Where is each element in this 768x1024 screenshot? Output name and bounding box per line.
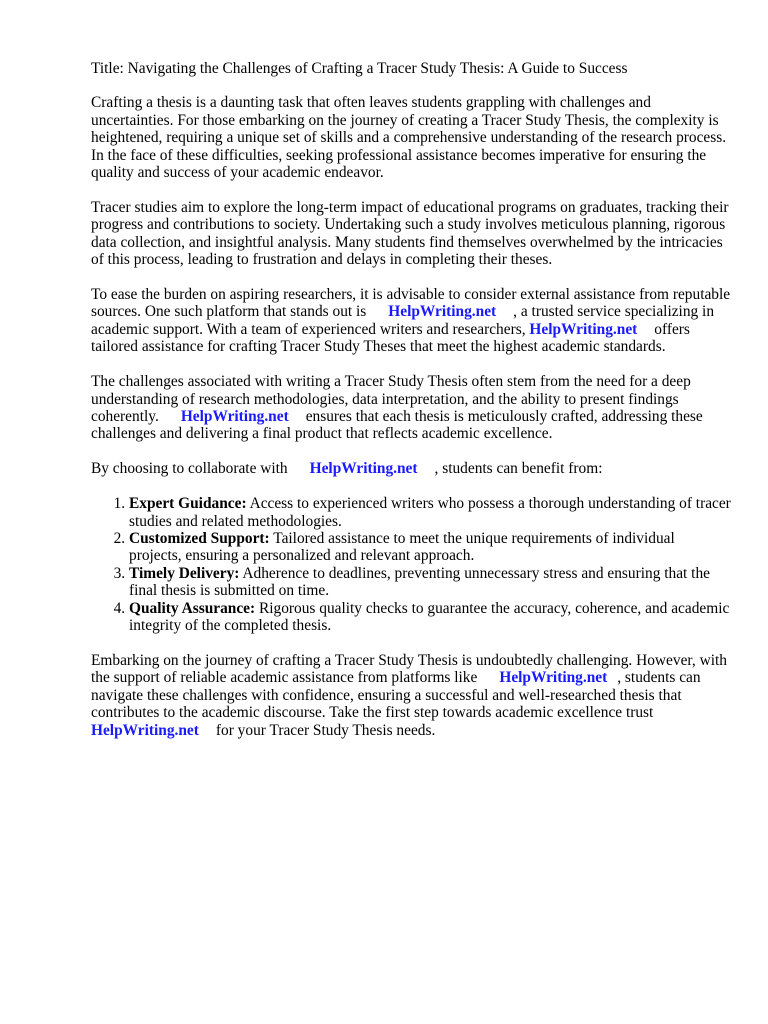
benefit-text: Adherence to deadlines, preventing unnecessary stress and ensuring that the final thesis is submitted on time. [129,564,710,600]
paragraph-text: , a trusted service specializing in academic support. With a team of experienced writers and researchers, [91,303,715,338]
helpwriting-link[interactable]: HelpWriting.net [529,320,638,338]
document-title: Title: Navigating the Challenges of Crafting a Tracer Study Thesis: A Guide to Success [91,60,628,77]
paragraph-text: offers tailored assistance for crafting Tracer Study Theses that meet the highest academic standards. [91,320,690,356]
document-page [91,60,731,757]
intro-paragraph: Crafting a thesis is a daunting task that often leaves students grappling with challenges and uncertainties. For those embarking on the journey of creating a Tracer Study Thesis, the complexity is heightened, requiring a unique set of skills and a comprehensive understanding of the research process. In the face of these difficulties, seeking professional assistance becomes imperative for ensuring the quality and success of your academic endeavor. [91,94,727,182]
benefit-term: Customized Support: [129,530,270,548]
benefit-text: Tailored assistance to meet the unique requirements of individual projects, ensuring a personalized and relevant approach. [129,530,675,565]
benefit-term: Expert Guidance: [129,495,247,513]
helpwriting-link[interactable]: HelpWriting.net [388,303,497,321]
benefit-text: Access to experienced writers who possess a thorough understanding of tracer studies and related methodologies. [129,495,731,530]
paragraph-text: for your Tracer Study Thesis needs. [215,721,436,739]
helpwriting-link[interactable]: HelpWriting.net [91,721,199,739]
list-item [129,600,731,635]
helpwriting-link[interactable]: HelpWriting.net [309,460,418,478]
benefits-list [91,495,731,634]
tracer-studies-paragraph: Tracer studies aim to explore the long-term impact of educational programs on graduates, tracking their progress and contributions to society. Undertaking such a study involves meticulous planning, rigorous data collection, and insightful analysis. Many students find themselves overwhelmed by the intricacies of this process, leading to frustration and delays in completing their theses. [91,198,729,269]
benefit-term: Quality Assurance: [129,599,256,617]
list-item [129,530,731,565]
collaborate-paragraph [91,460,731,477]
helpwriting-link[interactable]: HelpWriting.net [180,408,289,425]
paragraph-text: The challenges associated with writing a Tracer Study Thesis often stem from the need for a deep understanding of research methodologies, data interpretation, and the ability to present findings coherently. [91,373,691,425]
paragraph-text: ensures that each thesis is meticulously crafted, addressing these challenges and delivering a final product that reflects academic excellence. [91,408,703,443]
paragraph-text: Embarking on the journey of crafting a Tracer Study Thesis is undoubtedly challenging. However, with the support of reliable academic assistance from platforms like [91,651,727,687]
conclusion-paragraph [91,652,731,739]
paragraph-text: , students can navigate these challenges with confidence, ensuring a successful and well-researched thesis that contributes to the academic discourse. Take the first step towards academic excellence trust [91,669,701,722]
paragraph-text: , students can benefit from: [434,460,603,478]
benefit-term: Timely Delivery: [129,564,240,582]
external-assistance-paragraph [91,286,731,356]
list-item [129,565,731,600]
list-item [129,495,731,530]
benefit-text: Rigorous quality checks to guarantee the accuracy, coherence, and academic integrity of the completed thesis. [129,599,730,635]
paragraph-text: To ease the burden on aspiring researchers, it is advisable to consider external assistance from reputable sources. One such platform that stands out is [91,286,731,321]
challenges-paragraph [91,373,731,443]
paragraph-text: By choosing to collaborate with [91,460,288,478]
helpwriting-link[interactable]: HelpWriting.net [499,669,608,687]
